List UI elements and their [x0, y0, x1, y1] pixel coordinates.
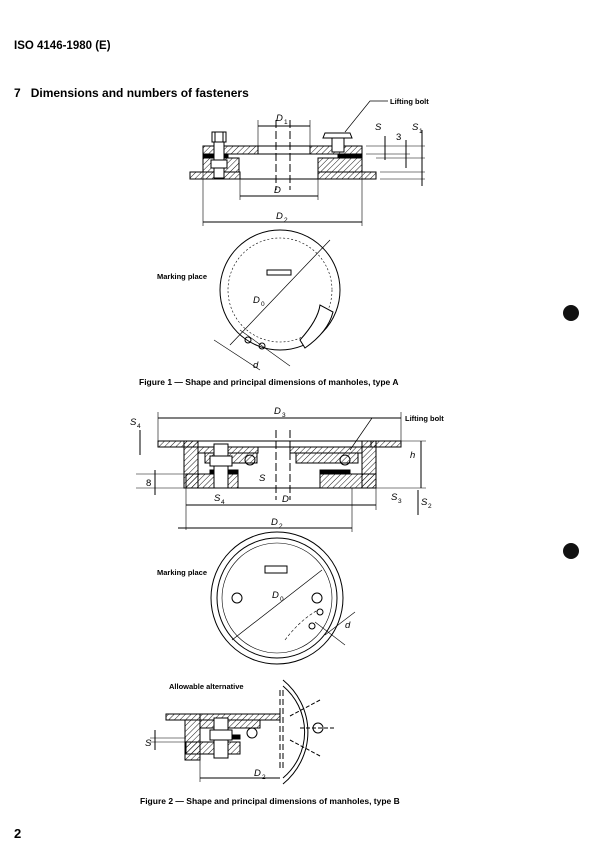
fig2-dim-d2-sub: 2 [279, 523, 283, 530]
fig2-dim-d3-sub: 3 [282, 412, 286, 419]
section-number: 7 [14, 86, 21, 100]
fig1-dim-d: D [274, 185, 281, 196]
margin-punch-mark [563, 543, 579, 559]
fig1-dim-d0: D [253, 295, 260, 306]
fig1-dim-3: 3 [396, 132, 402, 143]
fig2-dim-h: h [410, 450, 416, 461]
fig2-dim-s: S [259, 473, 266, 484]
document-header: ISO 4146-1980 (E) [14, 40, 111, 52]
fig2-dim-s3: S [391, 492, 398, 503]
fig2-dim-d2: D [271, 517, 278, 528]
fig2-lifting-bolt-label: Lifting bolt [405, 414, 444, 423]
fig1-dim-d1: D [276, 113, 283, 124]
fig2-alt-dim-s: S [145, 738, 152, 749]
fig1-dim-d1-sub: 1 [284, 119, 288, 126]
fig2-dim-s4-vert: S [130, 417, 137, 428]
fig1-dim-d2: D [276, 211, 283, 222]
fig2-dim-8: 8 [146, 478, 152, 489]
fig2-allowable-label: Allowable alternative [169, 682, 244, 691]
fig2-dim-s4-vert-sub: 4 [137, 423, 141, 430]
fig2-dim-d0-sub: 0 [280, 596, 284, 603]
figure-1-plan-view [214, 230, 340, 370]
fig2-dim-d: D [282, 494, 289, 505]
fig2-marking-place-label: Marking place [157, 568, 208, 577]
figure-2-caption: Figure 2 — Shape and principal dimensions of manholes, type B [140, 796, 400, 806]
fig2-dim-s2-sub: 2 [428, 503, 432, 510]
fig2-dim-d3: D [274, 406, 281, 417]
fig2-dim-d0: D [272, 590, 279, 601]
fig1-marking-place-label: Marking place [157, 272, 208, 281]
fig1-dim-d0-sub: 0 [261, 301, 265, 308]
fig1-dim-s: S [375, 122, 382, 133]
section-title: Dimensions and numbers of fasteners [30, 86, 249, 100]
fig1-dim-s1-sub: 1 [419, 128, 423, 135]
fig2-dim-s3-sub: 3 [398, 498, 402, 505]
fig2-dim-s4: S [214, 493, 221, 504]
fig2-alt-dim-d2: D [254, 768, 261, 779]
fig2-dim-s4-sub: 4 [221, 499, 225, 506]
figure-2-alternative-view [150, 680, 335, 784]
fig1-lifting-bolt-label: Lifting bolt [390, 97, 429, 106]
fig2-dim-s2: S [421, 497, 428, 508]
margin-punch-mark [563, 305, 579, 321]
fig2-alt-dim-d2-sub: 2 [262, 774, 266, 781]
fig1-dim-d-small: d [253, 360, 259, 371]
figure-1-section-view [190, 101, 425, 226]
fig1-dim-d2-sub: 2 [284, 217, 288, 224]
fig1-dim-s1: S [412, 122, 419, 133]
figure-1-caption: Figure 1 — Shape and principal dimensions of manholes, type A [139, 377, 399, 387]
page-number: 2 [14, 826, 22, 841]
figure-2-section-view [136, 412, 426, 532]
fig2-dim-d-small: d [345, 620, 351, 631]
